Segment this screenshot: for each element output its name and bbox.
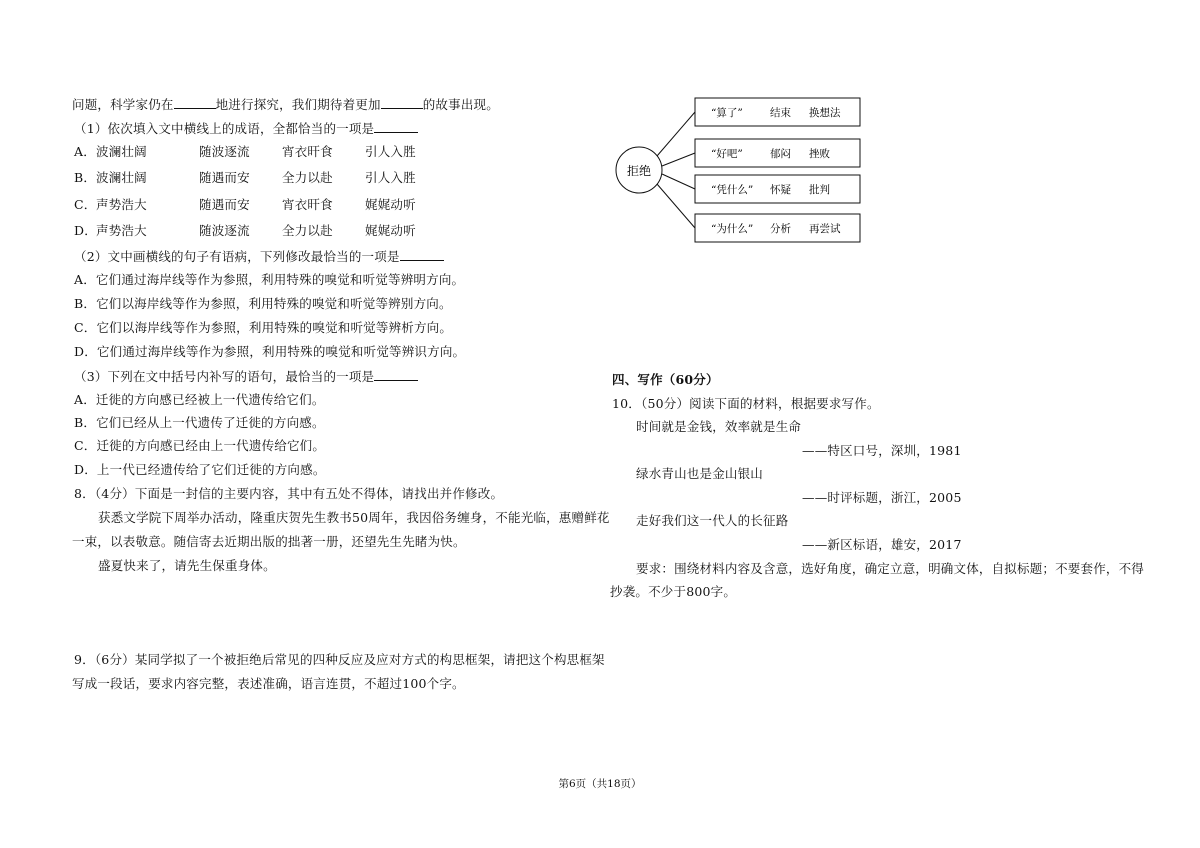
q1-option-idiom: 声势浩大 [96,197,147,212]
passage-end-line [72,96,499,113]
q2-option-b: B．它们以海岸线等作为参照，利用特殊的嗅觉和听觉等辨别方向。 [74,296,452,311]
q3-option-a: A．迁徙的方向感已经被上一代遗传给它们。 [74,392,325,407]
question-1-text: （1）依次填入文中横线上的成语，全都恰当的一项是 [74,121,375,136]
q3-option-c: C．迁徙的方向感已经由上一代遗传给它们。 [74,438,326,453]
q1-option-label: D． [74,223,97,238]
q1-option-idiom: 娓娓动听 [365,223,416,238]
q1-option-label: B． [74,170,97,185]
question-10-title: 10．（50分）阅读下面的材料，根据要求写作。 [612,396,880,411]
passage-text-b: 地进行探究，我们期待着更加 [215,97,381,112]
question-8-letter-line-1: 获悉文学院下周举办活动，隆重庆贺先生教书50周年，我因俗务缠身，不能光临，惠赠鲜花 [98,510,610,525]
q1-option-idiom: 随遇而安 [199,197,250,212]
q2-option-c: C．它们以海岸线等作为参照，利用特殊的嗅觉和听觉等辨析方向。 [74,320,453,335]
requirements-line-1: 要求：围绕材料内容及含意，选好角度，确定立意，明确文体，自拟标题；不要套作，不得 [636,561,1145,576]
question-8-letter-line-2: 一束，以表敬意。随信寄去近期出版的拙著一册，还望先生先睹为快。 [72,534,466,549]
blank-2 [381,96,423,109]
q1-option-idiom: 全力以赴 [282,170,333,185]
center-label: 拒绝 [626,164,652,178]
question-2-text: （2）文中画横线的句子有语病，下列修改最恰当的一项是 [74,249,400,264]
q1-option-idiom: 波澜壮阔 [96,170,147,185]
q1-option-idiom: 引人入胜 [365,144,416,159]
writing-section-heading: 四、写作（60分） [612,372,719,387]
q1-option-idiom: 随遇而安 [199,170,250,185]
connector-1 [657,112,695,156]
connector-4 [657,184,695,228]
material-2-source: ——时评标题，浙江，2005 [802,490,962,505]
q1-option-idiom: 娓娓动听 [365,197,416,212]
question-9-line-2: 写成一段话，要求内容完整，表述准确，语言连贯，不超过100个字。 [72,676,465,691]
rejection-framework-diagram [606,90,876,250]
material-1-source: ——特区口号，深圳，1981 [802,443,962,458]
passage-text-a: 问题，科学家仍在 [72,97,174,112]
answer-blank-1 [374,120,418,133]
question-1-stem [74,120,418,137]
q1-option-label: C． [74,197,97,212]
connector-3 [662,174,695,189]
q1-option-idiom: 宵衣旰食 [282,144,333,159]
box-reaction-label: “好吧” [711,148,743,160]
material-3: 走好我们这一代人的长征路 [636,513,789,528]
passage-text-c: 的故事出现。 [422,97,499,112]
diagram-boxes [695,98,860,242]
connector-2 [662,153,695,166]
answer-blank-3 [374,368,418,381]
box-response-label: 再尝试 [809,223,841,235]
question-3-text: （3）下列在文中括号内补写的语句，最恰当的一项是 [74,369,375,384]
q1-option-idiom: 全力以赴 [282,223,333,238]
q1-option-idiom: 引人入胜 [365,170,416,185]
blank-1 [174,96,216,109]
box-feeling-label: 怀疑 [770,184,791,196]
box-feeling-label: 郁闷 [770,148,791,160]
box-reaction-label: “算了” [711,107,743,119]
material-2: 绿水青山也是金山银山 [636,466,764,481]
question-9-line-1: 9．（6分）某同学拟了一个被拒绝后常见的四种反应及应对方式的构思框架，请把这个构思框架 [74,652,605,667]
q1-option-idiom: 波澜壮阔 [96,144,147,159]
q1-option-idiom: 宵衣旰食 [282,197,333,212]
box-response-label: 挫败 [809,148,830,160]
q1-option-idiom: 声势浩大 [96,223,147,238]
box-reaction-label: “凭什么” [711,184,754,196]
box-feeling-label: 分析 [770,223,791,235]
q2-option-d: D．它们通过海岸线等作为参照，利用特殊的嗅觉和听觉等辨识方向。 [74,344,466,359]
q1-option-idiom: 随波逐流 [199,144,250,159]
box-response-label: 换想法 [809,107,841,119]
box-response-label: 批判 [809,184,830,196]
question-3-stem [74,368,418,385]
material-1: 时间就是金钱，效率就是生命 [636,419,802,434]
question-8-letter-line-3: 盛夏快来了，请先生保重身体。 [98,558,276,573]
q3-option-d: D．上一代已经遗传给了它们迁徙的方向感。 [74,462,326,477]
answer-blank-2 [400,248,444,261]
q3-option-b: B．它们已经从上一代遗传了迁徙的方向感。 [74,415,325,430]
material-3-source: ——新区标语，雄安，2017 [802,537,962,552]
box-reaction-label: “为什么” [711,223,754,235]
page-footer: 第6页（共18页） [558,778,642,790]
q1-option-label: A． [74,144,96,159]
question-2-stem [74,248,444,265]
box-feeling-label: 结束 [770,107,791,119]
requirements-line-2: 抄袭。不少于800字。 [610,584,737,599]
q1-option-idiom: 随波逐流 [199,223,250,238]
question-8-title: 8．（4分）下面是一封信的主要内容，其中有五处不得体，请找出并作修改。 [74,486,504,501]
q2-option-a: A．它们通过海岸线等作为参照，利用特殊的嗅觉和听觉等辨明方向。 [74,272,465,287]
